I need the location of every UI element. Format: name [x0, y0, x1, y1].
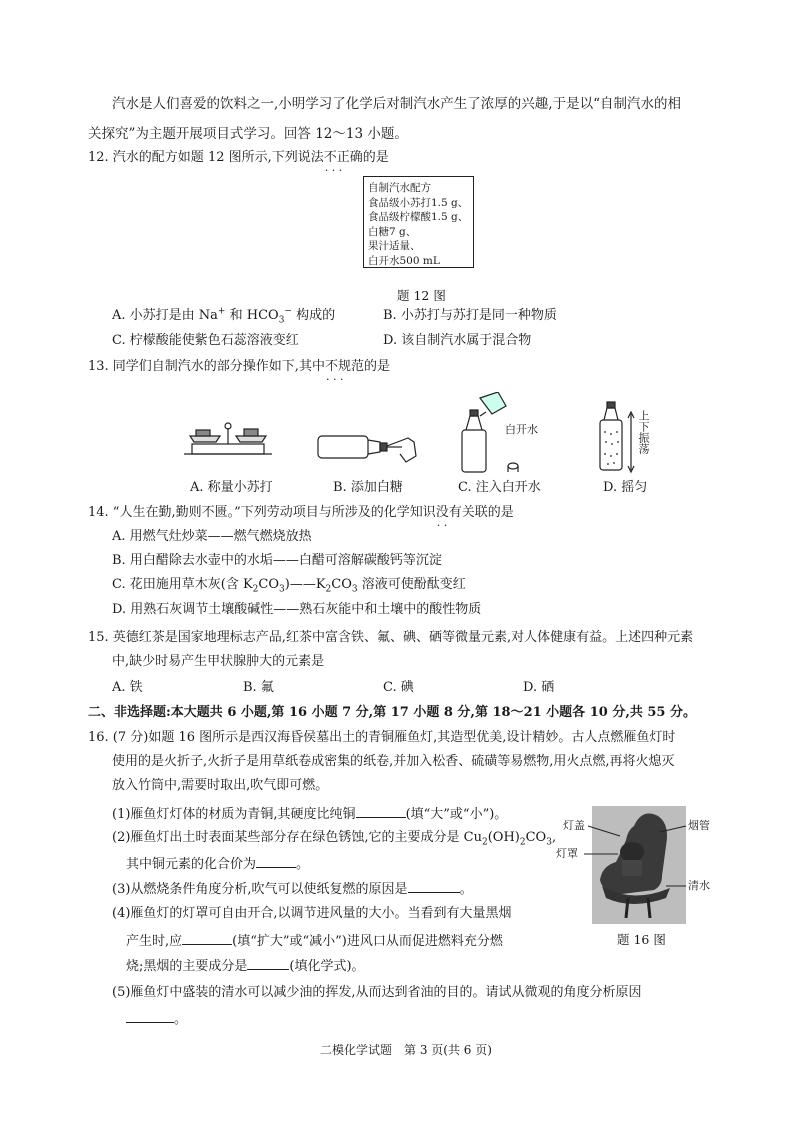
water-label: 白开水	[505, 423, 538, 436]
q16-part-2b: 其中铜元素的化合价为 。	[126, 853, 309, 875]
q12-stem: 12. 汽水的配方如题 12 图所示,下列说法不正确 · · ·的是	[88, 148, 389, 168]
recipe-line: 食品级柠檬酸1.5 g、	[368, 211, 469, 223]
recipe-line: 果汁适量、	[368, 240, 421, 252]
q12-option-d: D. 该自制汽水属于混合物	[383, 333, 532, 348]
q13-option-b: B. 添加白糖	[333, 480, 403, 495]
recipe-line: 食品级小苏打1.5 g、	[368, 196, 469, 209]
answer-blank[interactable]	[247, 955, 289, 970]
q16-part-5: (5)雁鱼灯中盛装的清水可以减少油的挥发,从而达到省油的目的。请试从微观的角度分析原因	[112, 985, 642, 1000]
answer-blank[interactable]	[182, 930, 232, 945]
q13-illustrations	[180, 392, 670, 476]
q13-stem: 13. 同学们自制汽水的部分操作如下,其中不规范 · · ·的是	[88, 357, 390, 377]
q12-option-b: B. 小苏打与苏打是同一种物质	[383, 308, 557, 323]
q14-option-c: C. 花田施用草木灰(含 $K_2CO_3)——K_2CO_3$ 溶液可使酚酞变红	[112, 577, 466, 595]
q12-option-a: A. 小苏打是由 Na+ 和 $HCO_3^-$ 构成的	[112, 306, 336, 326]
q16-part-4a: (4)雁鱼灯的灯罩可自由开合,以调节进风量的大小。当看到有大量黑烟	[112, 906, 512, 921]
q14-option-d: D. 用熟石灰调节土壤酸碱性——熟石灰能中和土壤中的酸性物质	[112, 602, 482, 617]
recipe-box	[363, 176, 474, 268]
shake-label: 上下振荡	[637, 410, 650, 454]
figure-16-caption: 题 16 图	[617, 932, 666, 947]
label-chimney: 烟管	[688, 819, 710, 832]
answer-blank[interactable]	[356, 803, 406, 818]
shaking-bottle-illustration	[600, 402, 634, 472]
figure-12-caption: 题 12 图	[397, 288, 446, 303]
q16-part-2: (2)雁鱼灯出土时表面某些部分存在绿色锈蚀,它的主要成分是 $Cu_2(OH)_2CO_3$,	[112, 830, 557, 848]
q16-part-4c: 烧;黑烟的主要成分是 (填化学式)。	[126, 955, 365, 977]
q13-option-a: A. 称量小苏打	[190, 480, 273, 495]
q16-part-4b: 产生时,应 (填“扩大”或“减小”)进风口从而促进燃料充分燃	[126, 930, 503, 952]
intro-line-2: 关探究”为主题开展项目式学习。回答 12～13 小题。	[88, 126, 408, 142]
q16-line-3: 放入竹筒中,需要时取出,吹气即可燃。	[112, 778, 329, 793]
q15-option-d: D. 硒	[523, 680, 555, 695]
label-lamp-shade: 灯罩	[556, 847, 578, 860]
q12-option-c: C. 柠檬酸能使紫色石蕊溶液变红	[112, 333, 299, 348]
q16-line-2: 使用的是火折子,火折子是用草纸卷成密集的纸卷,并加入松香、硫磺等易燃物,用火点燃,再将火熄灭	[112, 754, 675, 769]
q15-option-a: A. 铁	[112, 680, 143, 695]
q16-line-1: 16. (7 分)如题 16 图所示是西汉海昏侯墓出土的青铜雁鱼灯,其造型优美,设计精妙。古人点燃雁鱼灯时	[88, 730, 676, 745]
q15-line-2: 中,缺少时易产生甲状腺肿大的元素是	[112, 654, 325, 669]
q16-part-1: (1)雁鱼灯灯体的材质为青铜,其硬度比纯铜 (填“大”或“小”)。	[112, 803, 507, 825]
q14-stem: 14. “人生在勤,勤则不匮。”下列劳动项目与所涉及的化学知识没有 · ·关联的是	[88, 503, 514, 523]
q15-option-b: B. 氟	[243, 680, 274, 695]
section-2-heading: 二、非选择题:本大题共 6 小题,第 16 小题 7 分,第 17 小题 8 分,第 18～21 小题各 10 分,共 55 分。	[88, 705, 696, 720]
q13-option-c: C. 注入白开水	[458, 480, 541, 495]
recipe-line: 自制汽水配方	[368, 182, 431, 194]
label-lamp-cover: 灯盖	[563, 819, 585, 832]
balance-scale-illustration	[184, 423, 272, 454]
intro-line-1: 汽水是人们喜爱的饮料之一,小明学习了化学后对制汽水产生了浓厚的兴趣,于是以“自制汽水的相	[112, 96, 681, 112]
q16-part-3: (3)从燃烧条件角度分析,吹气可以使纸复燃的原因是 。	[112, 878, 473, 900]
page-footer: 二模化学试题 第 3 页(共 6 页)	[320, 1043, 492, 1057]
horizontal-bottle-illustration	[318, 436, 416, 462]
recipe-line: 白开水500 mL	[368, 254, 440, 267]
q15-line-1: 15. 英德红茶是国家地理标志产品,红茶中富含铁、氟、碘、硒等微量元素,对人体健康有益。上述四种元素	[88, 630, 694, 645]
answer-blank[interactable]	[256, 853, 296, 868]
label-clear-water: 清水	[688, 879, 710, 892]
q14-option-b: B. 用白醋除去水壶中的水垢——白醋可溶解碳酸钙等沉淀	[112, 553, 442, 568]
answer-blank[interactable]	[126, 1008, 174, 1023]
q14-option-a: A. 用燃气灶炒菜——燃气燃烧放热	[112, 529, 312, 544]
answer-blank[interactable]	[408, 878, 460, 893]
q15-option-c: C. 碘	[383, 680, 414, 695]
recipe-line: 白糖7 g、	[368, 225, 417, 238]
q16-part-5-answer: 。	[126, 1008, 187, 1030]
q13-option-d: D. 摇匀	[603, 480, 648, 495]
